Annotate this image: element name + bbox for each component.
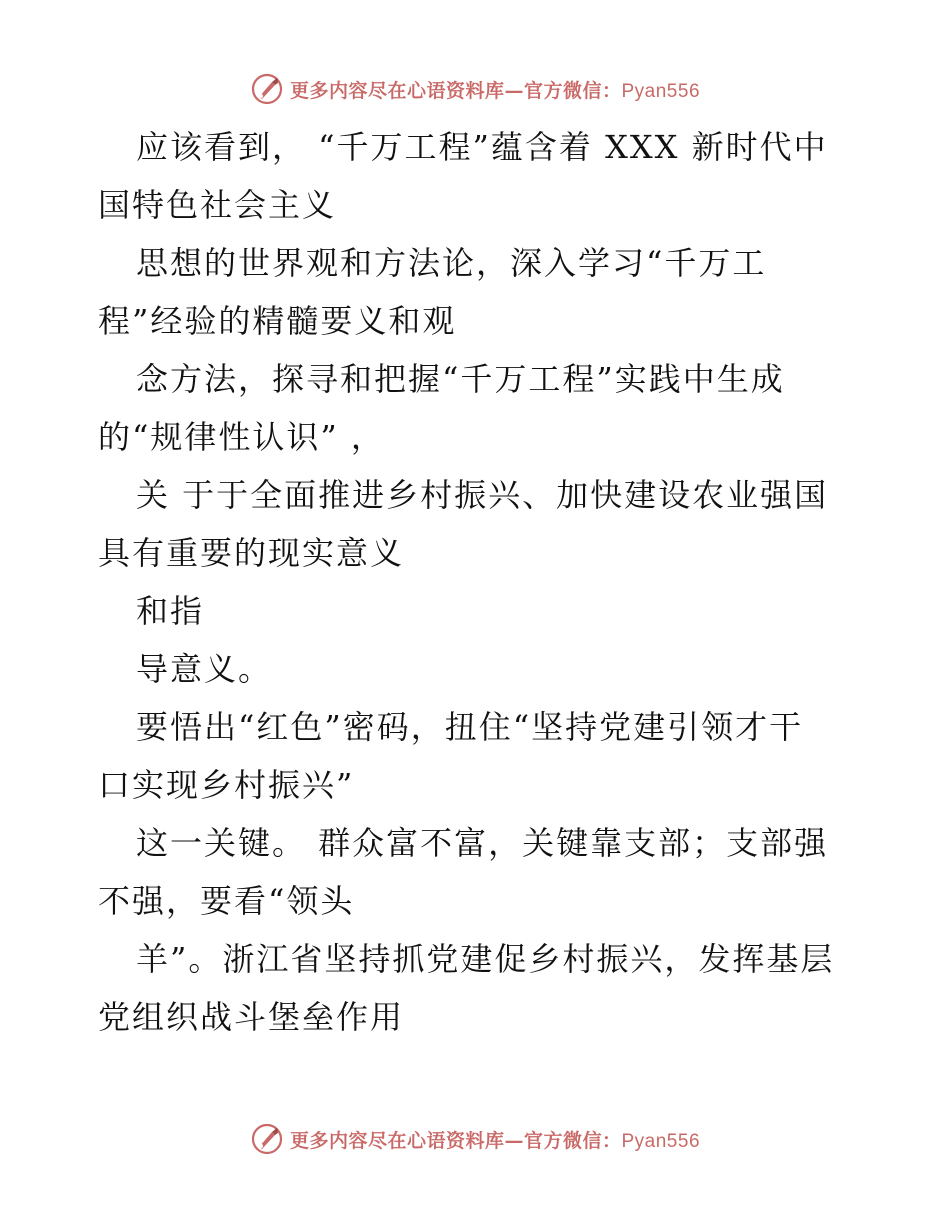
quill-pen-seal-icon [250,1122,284,1156]
watermark-wechat-label: 官方微信： [523,79,622,102]
footer-watermark [0,1122,950,1156]
text-line: 关 于于全面推进乡村振兴、加快建设农业强国 [136,476,829,514]
text-line: 羊”。浙江省坚持抓党建促乡村振兴，发挥基层 [136,940,835,978]
text-line: 的“规律性认识” ， [98,418,385,456]
text-line: 不强，要看“领头 [98,882,355,920]
quill-pen-seal-icon [250,72,284,106]
text-line: 导意义。 [136,650,273,688]
watermark-dash: — [504,79,524,102]
text-line: 要悟出“红色”密码，扭住“坚持党建引领才干 [136,708,804,746]
text-line: 党组织战斗堡垒作用 [98,998,405,1036]
text-line: 程”经验的精髓要义和观 [98,302,457,340]
watermark-brand: 更多内容尽在心语资料库 [289,1129,505,1152]
watermark-wechat-label: 官方微信： [523,1129,622,1152]
text-line: 和指 [136,592,205,630]
text-line: 应该看到， “千万工程”蕴含着 XXX 新时代中 [136,128,828,166]
watermark-text [290,76,700,103]
watermark-dash: — [504,1129,524,1152]
header-watermark [0,72,950,106]
text-line: 念方法，探寻和把握“千万工程”实践中生成 [136,360,785,398]
text-line: 这一关键。 群众富不富，关键靠支部；支部强 [136,824,829,862]
document-body [98,118,858,1046]
watermark-wechat-id: Pyan556 [621,80,701,102]
text-line: 口实现乡村振兴” [98,766,355,804]
text-line: 国特色社会主义 [98,186,337,224]
watermark-text [290,1126,700,1153]
watermark-brand: 更多内容尽在心语资料库 [289,79,505,102]
text-line: 具有重要的现实意义 [98,534,405,572]
watermark-wechat-id: Pyan556 [621,1130,701,1152]
text-line: 思想的世界观和方法论，深入学习“千万工 [136,244,767,282]
